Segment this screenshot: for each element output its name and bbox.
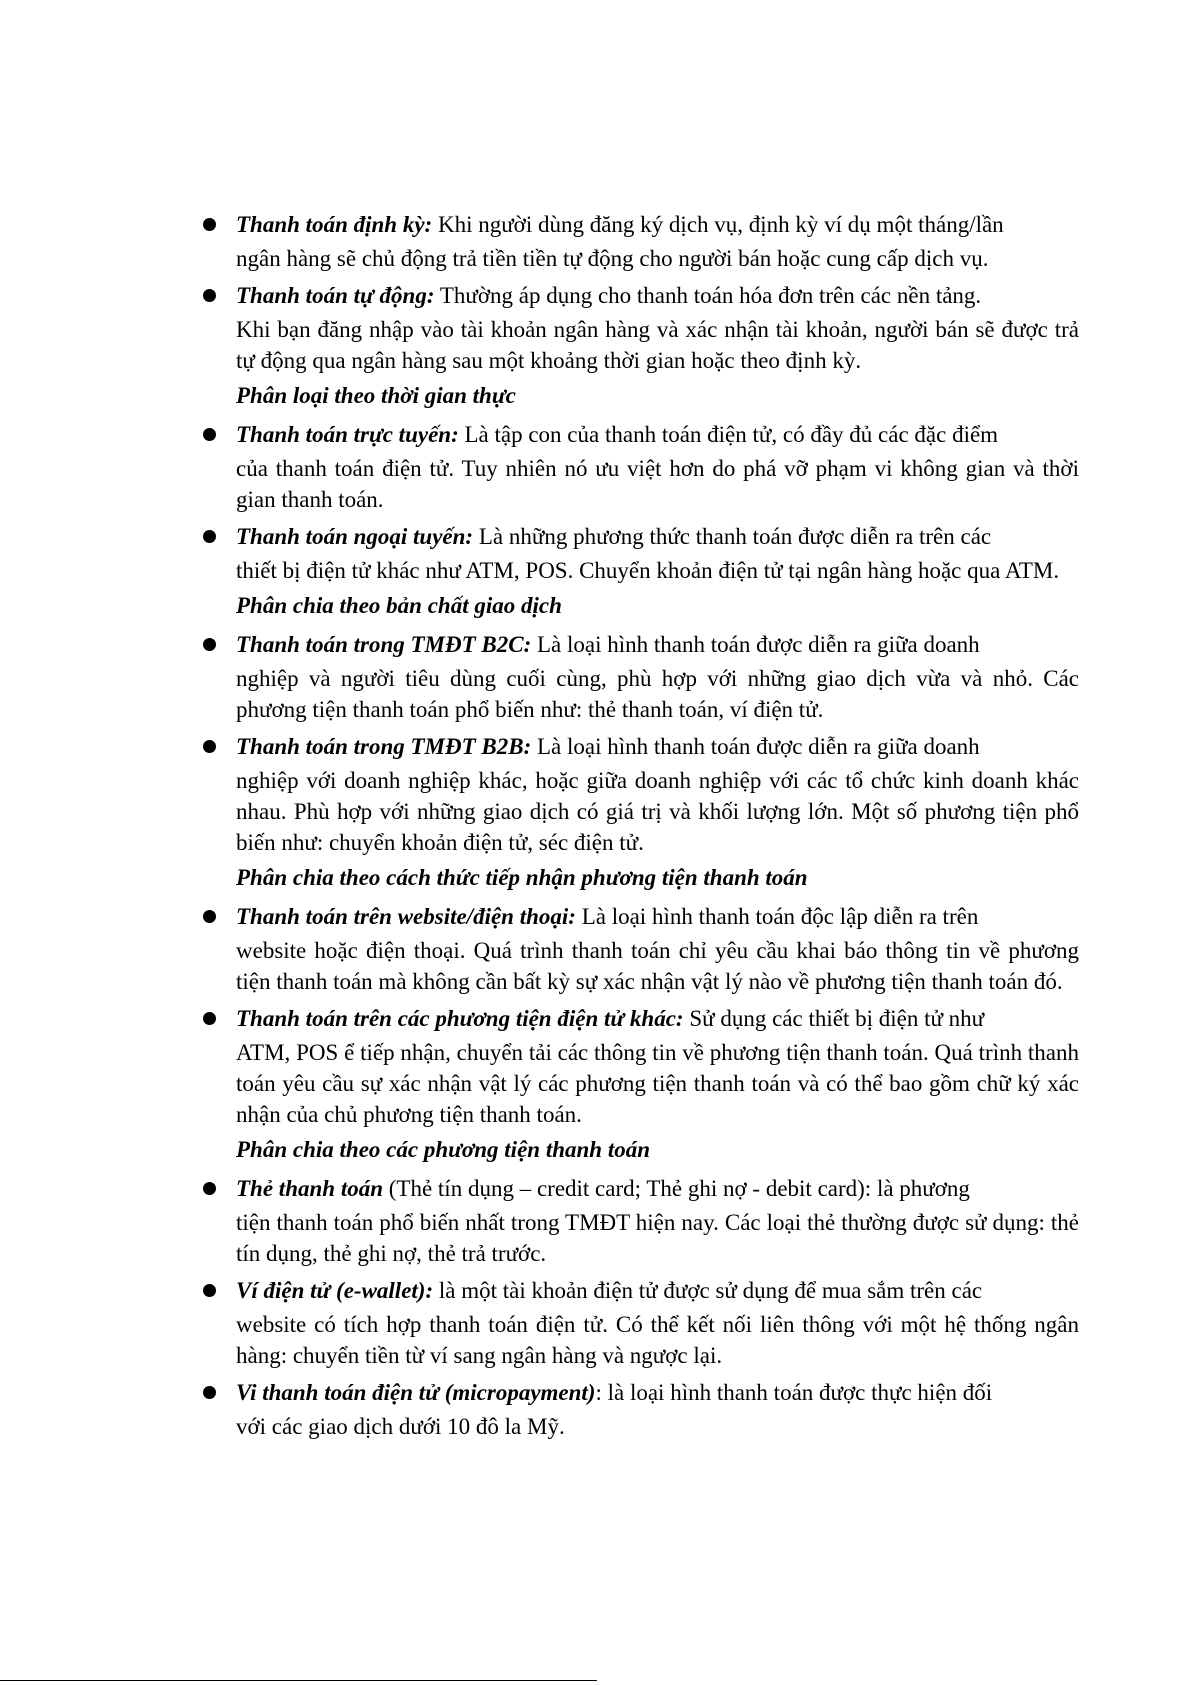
item-text: (Thẻ tín dụng – credit card; Thẻ ghi nợ - debit card): là phương xyxy=(383,1176,970,1201)
list-item xyxy=(203,519,1079,586)
item-text-cont: Khi bạn đăng nhập vào tài khoản ngân hàng và xác nhận tài khoản, người bán sẽ được trả tự động qua ngân hàng sau một khoảng thời gian hoặc theo định kỳ. xyxy=(236,317,1079,373)
section-heading: Phân chia theo cách thức tiếp nhận phương tiện thanh toán xyxy=(236,865,808,890)
item-term: Thanh toán trực tuyến: xyxy=(236,422,459,447)
item-text-cont: thiết bị điện tử khác như ATM, POS. Chuyển khoản điện tử tại ngân hàng hoặc qua ATM. xyxy=(236,558,1060,583)
item-text: là một tài khoản điện tử được sử dụng để mua sắm trên các xyxy=(433,1278,983,1303)
section-realtime xyxy=(203,380,1079,586)
item-term: Thanh toán trên các phương tiện điện tử khác: xyxy=(236,1006,684,1031)
item-term: Vi thanh toán điện tử (micropayment) xyxy=(236,1380,596,1405)
footnote-divider xyxy=(0,1680,597,1681)
bullet-icon xyxy=(203,428,216,441)
bullet-icon xyxy=(203,218,216,231)
item-text-cont: tiện thanh toán phổ biến nhất trong TMĐT hiện nay. Các loại thẻ thường được sử dụng: thẻ tín dụng, thẻ ghi nợ, thẻ trả trước. xyxy=(236,1210,1079,1266)
item-text: Thường áp dụng cho thanh toán hóa đơn trên các nền tảng. xyxy=(434,283,982,308)
bullet-icon xyxy=(203,910,216,923)
list-item xyxy=(203,729,1079,858)
bullet-icon xyxy=(203,530,216,543)
list-item xyxy=(203,1273,1079,1371)
bullet-icon xyxy=(203,1012,216,1025)
list-item xyxy=(203,1375,1079,1442)
list-item xyxy=(203,1001,1079,1130)
list-item xyxy=(203,627,1079,725)
item-term: Thanh toán trên website/điện thoại: xyxy=(236,904,576,929)
list-item xyxy=(203,417,1079,515)
item-term: Thanh toán trong TMĐT B2B: xyxy=(236,734,532,759)
item-text: : là loại hình thanh toán được thực hiện đối xyxy=(595,1380,993,1405)
item-text-cont: website có tích hợp thanh toán điện tử. Có thể kết nối liên thông với một hệ thống ngân hàng: chuyển tiền từ ví sang ngân hàng và ngược lại. xyxy=(236,1312,1079,1368)
item-term: Ví điện tử (e-wallet): xyxy=(236,1278,434,1303)
item-text: Là loại hình thanh toán được diễn ra giữa doanh xyxy=(531,632,980,657)
item-text: Là loại hình thanh toán được diễn ra giữa doanh xyxy=(531,734,980,759)
bullet-icon xyxy=(203,289,216,302)
item-text-cont: của thanh toán điện tử. Tuy nhiên nó ưu việt hơn do phá vỡ phạm vi không gian và thời gian thanh toán. xyxy=(236,456,1079,512)
section-periodic xyxy=(203,207,1079,376)
section-transaction-nature xyxy=(203,590,1079,858)
item-text: Là những phương thức thanh toán được diễn ra trên các xyxy=(473,524,992,549)
item-text: Khi người dùng đăng ký dịch vụ, định kỳ ví dụ một tháng/lần xyxy=(432,212,1004,237)
item-text: Là loại hình thanh toán độc lập diễn ra trên xyxy=(575,904,979,929)
bullet-icon xyxy=(203,1284,216,1297)
bullet-icon xyxy=(203,740,216,753)
item-text-cont: ngân hàng sẽ chủ động trả tiền tiền tự động cho người bán hoặc cung cấp dịch vụ. xyxy=(236,246,989,271)
bullet-icon xyxy=(203,1386,216,1399)
item-term: Thanh toán tự động: xyxy=(236,283,435,308)
item-text-cont: ATM, POS ể tiếp nhận, chuyển tải các thông tin về phương tiện thanh toán. Quá trình thanh toán yêu cầu sự xác nhận vật lý các phương tiện thanh toán và có thể bao gồm chữ ký xác nhận của chủ phương tiện thanh toán. xyxy=(236,1040,1079,1127)
section-heading: Phân loại theo thời gian thực xyxy=(236,383,516,408)
item-text: Là tập con của thanh toán điện tử, có đầy đủ các đặc điểm xyxy=(458,422,999,447)
list-item xyxy=(203,1171,1079,1269)
section-payment-means xyxy=(203,1134,1079,1442)
bullet-icon xyxy=(203,1182,216,1195)
item-text: Sử dụng các thiết bị điện tử như xyxy=(683,1006,985,1031)
section-heading: Phân chia theo các phương tiện thanh toán xyxy=(236,1137,651,1162)
section-heading: Phân chia theo bản chất giao dịch xyxy=(236,593,562,618)
item-term: Thanh toán định kỳ: xyxy=(236,212,433,237)
list-item xyxy=(203,899,1079,997)
document-body xyxy=(203,207,1079,1446)
list-item xyxy=(203,278,1079,376)
item-term: Thẻ thanh toán xyxy=(236,1176,383,1201)
section-reception-method xyxy=(203,862,1079,1130)
list-item xyxy=(203,207,1079,274)
item-text-cont: nghiệp và người tiêu dùng cuối cùng, phù hợp với những giao dịch vừa và nhỏ. Các phương tiện thanh toán phổ biến như: thẻ thanh toán, ví điện tử. xyxy=(236,666,1079,722)
bullet-icon xyxy=(203,638,216,651)
item-text-cont: nghiệp với doanh nghiệp khác, hoặc giữa doanh nghiệp với các tổ chức kinh doanh khác nhau. Phù hợp với những giao dịch có giá trị và khối lượng lớn. Một số phương tiện phổ biến như: chuyển khoản điện tử, séc điện tử. xyxy=(236,768,1079,855)
item-term: Thanh toán ngoại tuyến: xyxy=(236,524,474,549)
item-text-cont: với các giao dịch dưới 10 đô la Mỹ. xyxy=(236,1414,565,1439)
item-term: Thanh toán trong TMĐT B2C: xyxy=(236,632,532,657)
item-text-cont: website hoặc điện thoại. Quá trình thanh toán chỉ yêu cầu khai báo thông tin về phương tiện thanh toán mà không cần bất kỳ sự xác nhận vật lý nào về phương tiện thanh toán đó. xyxy=(236,938,1079,994)
